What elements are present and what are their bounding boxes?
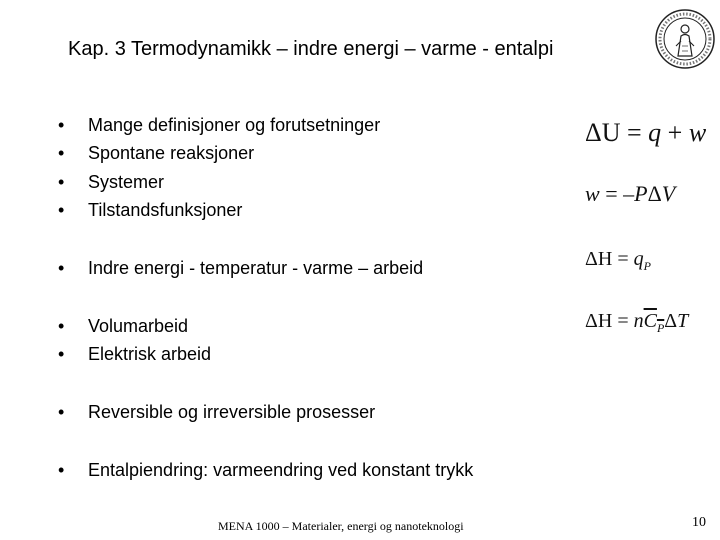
equation-enthalpy-heat-capacity: $\Delta H = nC_P\Delta T$ [585,310,689,335]
bullet-item [58,114,380,136]
bullet-item [58,171,164,193]
bullet-item [58,257,423,279]
bullet-text: Entalpiendring: varmeendring ved konstant trykk [88,460,474,480]
bullet-text: Spontane reaksjoner [88,143,255,163]
bullet-marker: • [58,200,65,220]
bullet-item [58,459,473,481]
bullet-marker: • [58,460,65,480]
bullet-item [58,199,242,221]
slide-footer: MENA 1000 – Materialer, energi og nanoteknologi [218,519,464,533]
bullet-marker: • [58,172,65,192]
equation-volume-work: w = –PΔV [585,181,676,206]
bullet-marker: • [58,143,65,163]
bullet-marker: • [58,258,65,278]
bullet-text: Reversible og irreversible prosesser [88,402,376,422]
bullet-item [58,315,188,337]
bullet-text: Tilstandsfunksjoner [88,200,243,220]
bullet-text: Volumarbeid [88,316,189,336]
slide-title: Kap. 3 Termodynamikk – indre energi – varme - entalpi [68,38,554,60]
bullet-item [58,142,254,164]
bullet-text: Elektrisk arbeid [88,344,212,364]
equation-internal-energy: ΔU = q + w [585,118,707,147]
bullet-text: Systemer [88,172,165,192]
bullet-marker: • [58,115,65,135]
university-seal-icon [654,8,716,70]
bullet-marker: • [58,344,65,364]
bullet-item [58,343,211,365]
bullet-text: Indre energi - temperatur - varme – arbeid [88,258,424,278]
bullet-marker: • [58,402,65,422]
page-number: 10 [692,515,706,530]
bullet-marker: • [58,316,65,336]
bullet-item [58,401,375,423]
bullet-text: Mange definisjoner og forutsetninger [88,115,381,135]
equation-enthalpy-heat: $\Delta H = q_P$ [585,248,651,273]
